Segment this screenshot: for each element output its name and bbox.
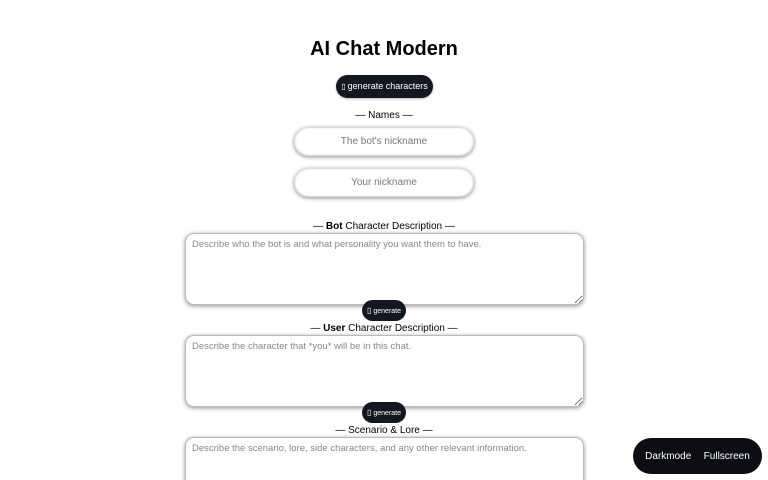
bot-generate-button[interactable] <box>362 300 406 321</box>
user-generate-button[interactable] <box>362 402 406 423</box>
bot-nickname-input[interactable] <box>294 127 474 156</box>
bot-generate-label: generate <box>373 308 402 315</box>
names-section-label: — Names — <box>355 110 413 121</box>
bot-description-textarea[interactable] <box>185 233 584 305</box>
page-title: AI Chat Modern <box>310 38 458 60</box>
label-rest: Character Description — <box>345 323 458 334</box>
user-generate-label: generate <box>373 410 402 417</box>
user-description-textarea[interactable] <box>185 335 584 407</box>
generate-characters-button[interactable] <box>336 75 433 98</box>
label-bold: User <box>323 323 346 334</box>
label-rest: Character Description — <box>342 221 455 232</box>
label-bold: Bot <box>325 221 343 232</box>
user-nickname-input[interactable] <box>294 168 474 197</box>
fullscreen-button[interactable]: Fullscreen <box>703 450 750 462</box>
darkmode-button[interactable]: Darkmode <box>645 450 692 462</box>
bot-description-label <box>0 221 768 233</box>
scenario-label: — Scenario & Lore — <box>335 425 433 436</box>
scenario-textarea[interactable] <box>185 437 584 480</box>
floating-controls <box>633 438 762 474</box>
label-prefix: — <box>310 323 324 334</box>
sparkle-icon: ▯ <box>341 82 346 91</box>
sparkle-icon: ▯ <box>366 408 372 417</box>
label-prefix: — <box>313 221 326 232</box>
user-description-label <box>0 323 768 335</box>
sparkle-icon: ▯ <box>366 306 372 315</box>
generate-characters-label: generate characters <box>347 81 428 91</box>
